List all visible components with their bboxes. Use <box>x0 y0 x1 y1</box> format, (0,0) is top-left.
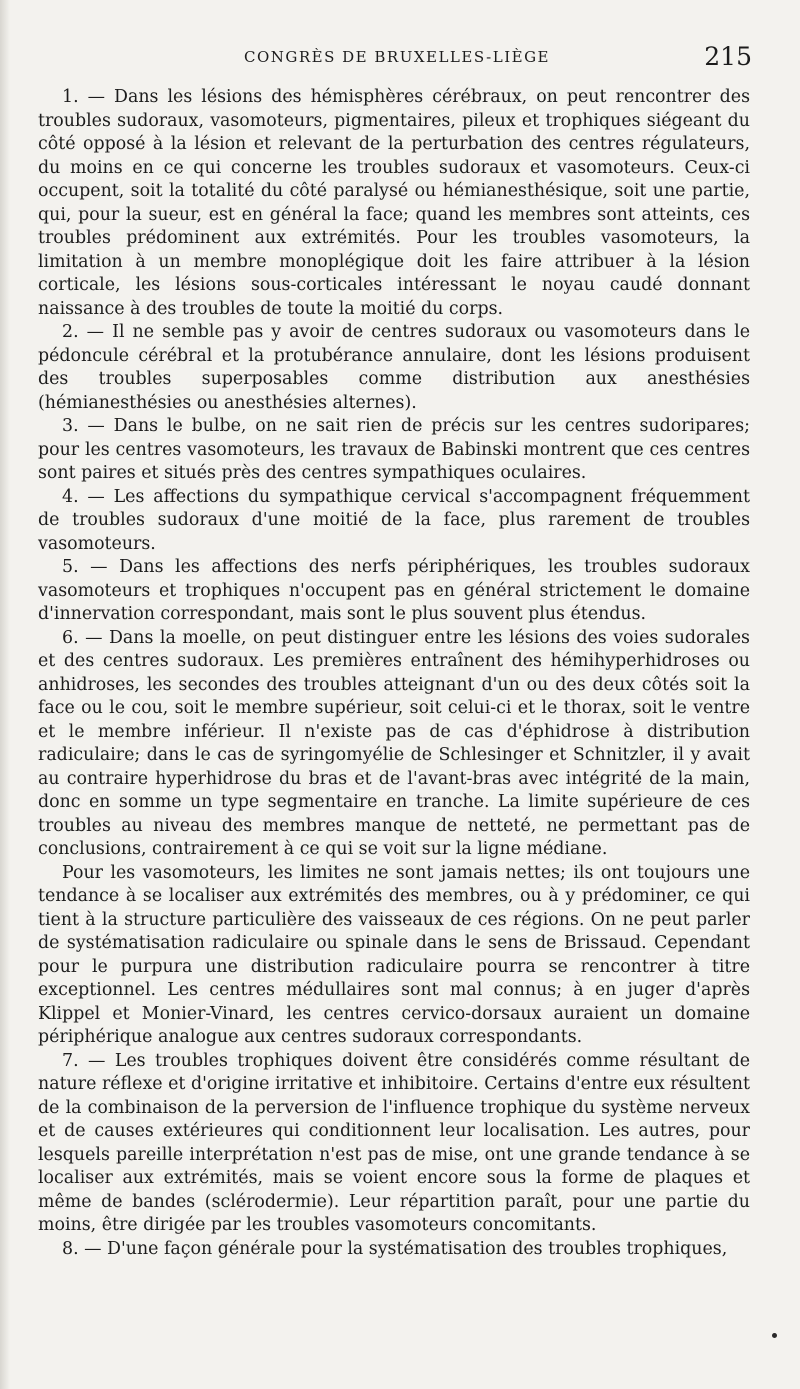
running-head <box>38 42 756 76</box>
paragraph-2: 2. — Il ne semble pas y avoir de centres sudoraux ou vasomoteurs dans le pédoncule cérébral et la protubérance annulaire, dont les lésions produisent des troubles superposables comme distribution aux anesthésies (hémianesthésies ou anesthésies alternes). <box>38 322 750 413</box>
paragraph-3: 3. — Dans le bulbe, on ne sait rien de précis sur les centres sudoripares; pour les centres vasomoteurs, les travaux de Babinski montrent que ces centres sont paires et situés près des centres sympathiques oculaires. <box>38 416 750 483</box>
paragraph-1: 1. — Dans les lésions des hémisphères cérébraux, on peut rencontrer des troubles sudoraux, vasomoteurs, pigmentaires, pileux et trophiques siégeant du côté opposé à la lésion et relevant de la perturbation des centres régulateurs, du moins en ce qui concerne les troubles sudoraux et vasomoteurs. Ceux-ci occupent, soit la totalité du côté paralysé ou hémianesthésique, soit une partie, qui, pour la sueur, est en général la face; quand les membres sont atteints, ces troubles prédominent aux extrémités. Pour les troubles vasomoteurs, la limitation à un membre monoplégique doit les faire attribuer à la lésion corticale, les lésions sous-corticales intéressant le noyau caudé donnant naissance à des troubles de toute la moitié du corps. <box>38 87 750 319</box>
paragraph-8: 8. — D'une façon générale pour la systématisation des troubles trophiques, <box>62 1238 728 1259</box>
page-number: 215 <box>704 42 752 71</box>
paragraph-6: 6. — Dans la moelle, on peut distinguer entre les lésions des voies sudorales et des centres sudoraux. Les premières entraînent des hémihyperhidroses ou anhidroses, les secondes des troubles atteignant d'un ou des deux côtés soit la face ou le cou, soit le membre supérieur, soit celui-ci et le thorax, soit le ventre et le membre inférieur. Il n'existe pas de cas d'éphidrose à distribution radiculaire; dans le cas de syringomyélie de Schlesinger et Schnitzler, il y avait au contraire hyperhidrose du bras et de l'avant-bras avec intégrité de la main, donc en somme un type segmentaire en tranche. La limite supérieure de ces troubles au niveau des membres manque de netteté, ne permettant pas de conclusions, contrairement à ce qui se voit sur la ligne médiane. <box>38 627 750 859</box>
page-edge-shadow <box>0 0 10 1389</box>
paragraph-7: 7. — Les troubles trophiques doivent être considérés comme résultant de nature réflexe et d'origine irritative et inhibitoire. Certains d'entre eux résultent de la combinaison de la perversion de l'influence trophique du système nerveux et de causes extérieures qui conditionnent leur localisation. Les autres, pour lesquels pareille interprétation n'est pas de mise, ont une grande tendance à se localiser aux extrémités, mais se voient encore sous la forme de plaques et même de bandes (sclérodermie). Leur répartition paraît, pour une partie du moins, être dirigée par les troubles vasomoteurs concomitants. <box>38 1050 750 1235</box>
paragraph-4: 4. — Les affections du sympathique cervical s'accompagnent fréquemment de troubles sudoraux d'une moitié de la face, plus rarement de troubles vasomoteurs. <box>38 486 750 554</box>
body-text <box>38 86 750 1261</box>
ink-speck <box>772 1333 777 1338</box>
paragraph-5: 5. — Dans les affections des nerfs périphériques, les troubles sudoraux vasomoteurs et trophiques n'occupent pas en général strictement le domaine d'innervation correspondant, mais sont le plus souvent plus étendus. <box>38 557 750 624</box>
paragraph-6-continued: Pour les vasomoteurs, les limites ne sont jamais nettes; ils ont toujours une tendance à se localiser aux extrémités des membres, ou à y prédominer, ce qui tient à la structure particulière des vaisseaux de ces régions. On ne peut parler de systématisation radiculaire ou spinale dans le sens de Brissaud. Cependant pour le purpura une distribution radiculaire pourra se rencontrer à titre exceptionnel. Les centres médullaires sont mal connus; à en juger d'après Klippel et Monier-Vinard, les centres cervico-dorsaux auraient un domaine périphérique analogue aux centres sudoraux correspondants. <box>38 862 750 1047</box>
running-title: CONGRÈS DE BRUXELLES-LIÈGE <box>243 48 551 66</box>
